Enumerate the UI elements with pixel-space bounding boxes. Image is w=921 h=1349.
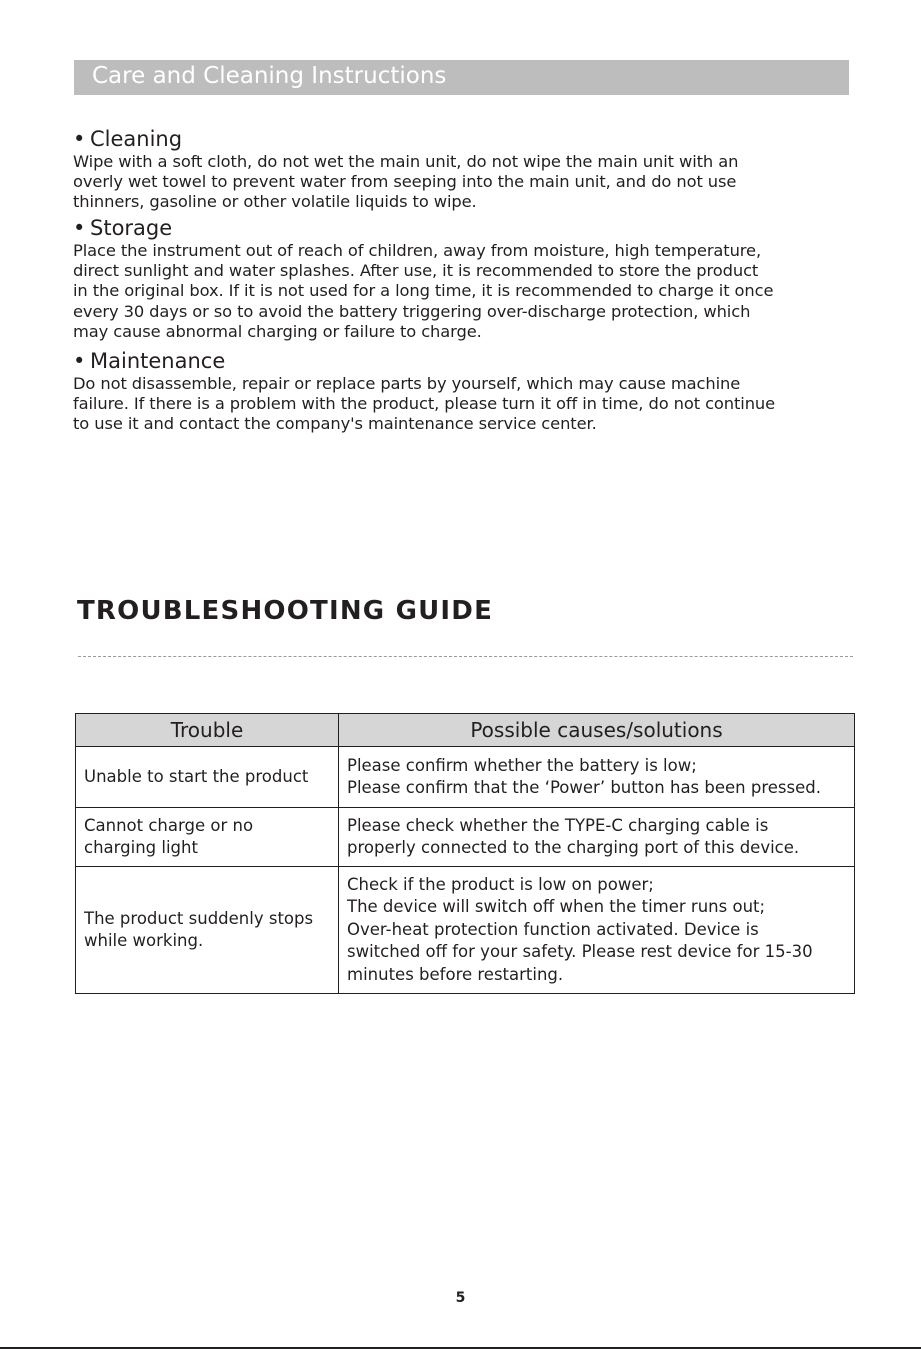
solution-cell: Please confirm whether the battery is low; Please confirm that the ‘Power’ button has been pressed. (339, 747, 855, 808)
solution-cell: Please check whether the TYPE-C charging cable is properly connected to the charging port of this device. (339, 808, 855, 867)
care-title: Care and Cleaning Instructions (92, 63, 447, 89)
bullet-icon: • (73, 349, 86, 373)
section-body: Do not disassemble, repair or replace parts by yourself, which may cause machine failure. If there is a problem with the product, please turn it off in time, do not continue to use it and contact the company's maintenance service center. (73, 374, 776, 434)
table-row (76, 808, 855, 867)
section-heading: Storage (90, 216, 173, 240)
section-body: Place the instrument out of reach of children, away from moisture, high temperature, direct sunlight and water splashes. After use, it is recommended to store the product in the original box. If it is not used for a long time, it is recommended to charge it once every 30 days or so to avoid the battery triggering over-discharge protection, which may cause abnormal charging or failure to charge. (73, 241, 774, 341)
table-header-row (76, 714, 855, 747)
bullet-icon: • (73, 127, 86, 151)
page-number: 5 (455, 1290, 466, 1306)
bullet-icon: • (73, 216, 86, 240)
column-header-solutions: Possible causes/solutions (339, 714, 855, 747)
column-header-trouble: Trouble (76, 714, 339, 747)
table-row (76, 747, 855, 808)
section-maintenance (73, 348, 853, 435)
section-cleaning (73, 126, 853, 213)
section-heading: Cleaning (90, 127, 183, 151)
troubleshooting-table (75, 713, 855, 994)
care-header-banner (74, 60, 849, 95)
section-body: Wipe with a soft cloth, do not wet the main unit, do not wipe the main unit with an overly wet towel to prevent water from seeping into the main unit, and do not use thinners, gasoline or other volatile liquids to wipe. (73, 152, 739, 212)
trouble-cell: Unable to start the product (76, 747, 339, 808)
troubleshooting-title: TROUBLESHOOTING GUIDE (77, 596, 494, 626)
dashed-divider (78, 656, 853, 657)
trouble-cell: The product suddenly stops while working. (76, 867, 339, 994)
table-row (76, 867, 855, 994)
trouble-cell: Cannot charge or no charging light (76, 808, 339, 867)
solution-cell: Check if the product is low on power; The device will switch off when the timer runs out; Over-heat protection function activated. Device is switched off for your safety. Please rest device for 15-30 minutes before restarting. (339, 867, 855, 994)
section-storage (73, 215, 853, 342)
section-heading: Maintenance (90, 349, 226, 373)
